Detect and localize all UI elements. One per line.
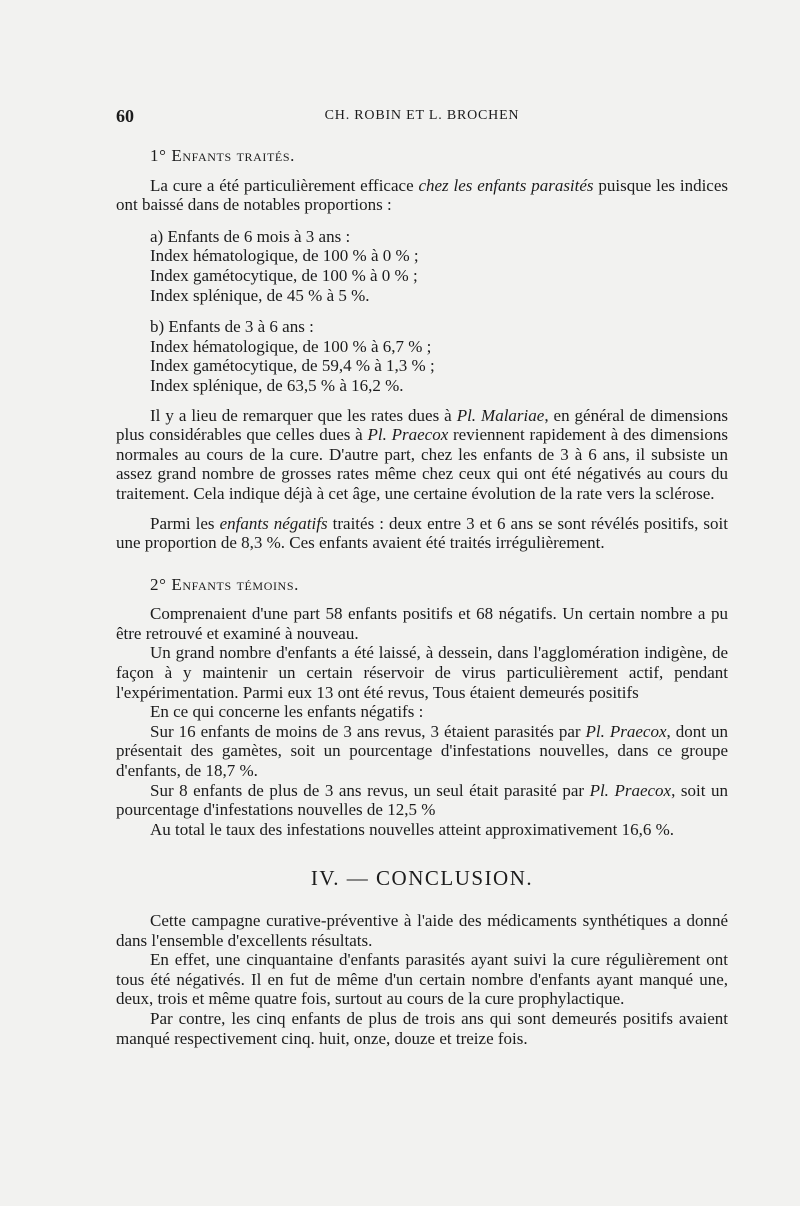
- conclusion-paragraph-3: Par contre, les cinq enfants de plus de trois ans qui sont demeurés positifs avaient manqué respectivement cinq. huit, onze, douze et treize fois.: [116, 1008, 728, 1048]
- species-name: Pl. Praecox: [585, 721, 667, 741]
- group-a-title: a) Enfants de 6 mois à 3 ans :: [150, 226, 351, 246]
- conclusion-paragraph-1: Cette campagne curative-préventive à l'aide des médicaments synthétiques a donné dans l'ensemble d'excellents résultats.: [116, 911, 728, 950]
- controls-paragraph-2: Un grand nombre d'enfants a été laissé, à dessein, dans l'agglomération indigène, de façon à y maintenir un certain réservoir de virus particulièrement actif, pendant l'expérimentation. Parmi eux 13 ont été revus, Tous étaient demeurés positifs: [116, 643, 728, 702]
- paragraph-text: , en général de dimensions plus considérables que celles dues à: [116, 405, 728, 445]
- page-number: 60: [116, 106, 134, 126]
- paragraph-text: Sur 8 enfants de plus de 3 ans revus, un seul était parasité par: [150, 780, 590, 800]
- emphasis-text: enfants négatifs: [219, 513, 328, 533]
- list-item: Index gamétocytique, de 100 % à 0 % ;: [150, 265, 418, 285]
- list-item: Index hématologique, de 100 % à 6,7 % ;: [150, 336, 432, 356]
- controls-paragraph-5: [116, 781, 728, 820]
- group-b-title: b) Enfants de 3 à 6 ans :: [150, 317, 314, 337]
- intro-text: La cure a été particulièrement efficace: [150, 175, 419, 195]
- group-b-list: [150, 317, 728, 395]
- list-item: Index gamétocytique, de 59,4 % à 1,3 % ;: [150, 356, 435, 376]
- species-name: Pl. Praecox: [367, 425, 449, 445]
- controls-paragraph-4: [116, 722, 728, 781]
- list-item: Index splénique, de 45 % à 5 %.: [150, 285, 370, 305]
- species-name: Pl. Malariae: [456, 405, 545, 425]
- conclusion-heading: IV. — CONCLUSION.: [310, 866, 534, 891]
- section-heading-treated: 1° Enfants traités.: [150, 146, 295, 165]
- list-item: Index hématologique, de 100 % à 0 % ;: [150, 246, 419, 266]
- page-header: [116, 106, 728, 130]
- section-heading-controls: 2° Enfants témoins.: [150, 574, 299, 594]
- paragraph-text: , soit un pourcentage d'infestations nouvelles de 12,5 %: [116, 780, 728, 820]
- running-head: CH. ROBIN ET L. BROCHEN: [324, 108, 520, 123]
- intro-paragraph: [116, 176, 728, 215]
- conclusion-paragraph-2: En effet, une cinquantaine d'enfants parasités ayant suivi la cure régulièrement ont tous été négativés. Il en fut de même d'un certain nombre d'enfants ayant manqué une, deux, trois et même quatre fois, surtout au cours de la cure prophylactique.: [116, 950, 728, 1009]
- negative-children-paragraph: [116, 514, 728, 553]
- spleen-paragraph: [116, 406, 728, 504]
- paragraph-text: , dont un présentait des gamètes, soit un pourcentage d'infestations nouvelles, dans ce groupe d'enfants, de 18,7 %.: [116, 721, 728, 781]
- group-a-list: [150, 227, 728, 305]
- controls-paragraph-1: Comprenaient d'une part 58 enfants positifs et 68 négatifs. Un certain nombre a pu être retrouvé et examiné à nouveau.: [116, 604, 728, 643]
- intro-emphasis: chez les enfants parasités: [418, 175, 594, 195]
- species-name: Pl. Praecox: [589, 780, 672, 800]
- intro-text-end: puisque les indices ont baissé dans de notables proportions :: [116, 175, 728, 215]
- controls-paragraph-3: En ce qui concerne les enfants négatifs :: [150, 702, 424, 722]
- paragraph-text: Sur 16 enfants de moins de 3 ans revus, 3 étaient parasités par: [150, 721, 586, 741]
- paragraph-text: Parmi les: [150, 513, 220, 533]
- controls-paragraph-6: Au total le taux des infestations nouvelles atteint approximativement 16,6 %.: [150, 819, 675, 839]
- page-body: [116, 146, 728, 1048]
- paragraph-text: traités : deux entre 3 et 6 ans se sont révélés positifs, soit une proportion de 8,3 %. Ces enfants avaient été traités irrégulièrement.: [116, 513, 728, 553]
- paragraph-text: Il y a lieu de remarquer que les rates dues à: [150, 405, 457, 425]
- list-item: Index splénique, de 63,5 % à 16,2 %.: [150, 375, 404, 395]
- paragraph-text: reviennent rapidement à des dimensions normales au cours de la cure. D'autre part, chez les enfants de 3 à 6 ans, il subsiste un assez grand nombre de grosses rates même chez ceux qui ont été négativés au cours du traitement. Cela indique déjà à cet âge, une certaine évolution de la rate vers la sclérose.: [116, 425, 728, 503]
